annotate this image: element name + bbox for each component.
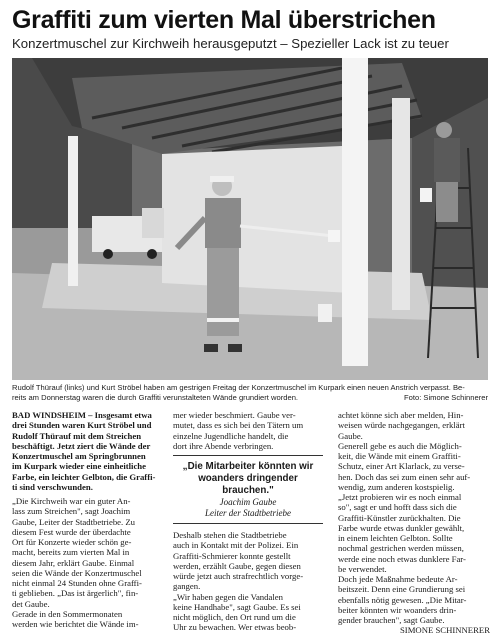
body-line: achtet könne sich aber melden, Hin- [338,410,464,420]
van-wheel-front [103,249,113,259]
body-line: gangen. [173,581,201,592]
column-3 [338,410,490,636]
body-line: det Gaube. [12,598,50,609]
photo-scene [12,58,488,380]
body-line: würde jetzt auch strafrechtlich vorge- [173,571,304,581]
column-2 [173,410,323,633]
body-line: Gaube. [338,430,363,441]
body-line: Graffiti-Schmierer konnte gestellt [173,550,291,561]
body-line: ebenfalls nötig gewesen. „Die Mitar- [338,594,467,605]
author-byline: SIMONE SCHINNERER [399,625,490,636]
body-line: nicht einmal 24 Stunden ohne Graffi- [12,578,142,588]
article-photo [12,58,488,380]
body-line: Deshalb stehen die Stadtbetriebe [173,530,287,540]
body-line: „Die Kirchweih war ein guter An- [12,496,131,506]
body-line: mutet, dass es sich bei den Tätern um [173,420,304,431]
lead-line: beschäftigt. Jetzt ziert die Wände der [12,440,151,451]
caption-line: reits am Donnerstag waren die durch Graffiti verunstalteten Wände grundiert worden. [12,393,299,402]
van-cab [142,208,164,238]
photo-credit: Foto: Simone Schinnerer [404,393,488,402]
body-line: werde eine noch etwas dunklere Far- [338,553,466,564]
column-front [342,58,368,366]
body-line: nochmal gestrichen werden müssen, [338,543,464,554]
body-line: Schutz, einer Art Klarlack, zu verse- [338,461,465,472]
body-line: seien die Wände der Konzertmuschel [12,567,142,578]
body-line: Generell gebe es auch die Möglich- [338,440,462,451]
column-left [68,136,78,286]
body-line: gender brauchen", sagt Gaube. [338,615,445,625]
body-line: dort ihre Abende verbringen. [173,440,274,451]
paint-bucket [318,304,332,322]
body-line: keine Handhabe", sagt Gaube. Es sei [173,601,301,612]
pull-quote-role: Leiter der Stadtbetriebe [205,508,291,518]
body-line: Gaube, Leiter der Stadtbetriebe. Zu [12,516,136,527]
lead-line: Rudolf Thürauf mit dem Streichen [12,430,142,441]
body-line: wendig, zum anderen kostspielig. [338,481,455,492]
lead-line: drei Stunden waren Kurt Ströbel und [12,420,152,431]
body-line: „Wir haben gegen die Vandalen [173,591,283,602]
lead-line: Farbe, ein leichter Gelbton, die Graffi- [12,471,156,482]
lead-line: Konzertmuschel am Springbrunnen [12,451,146,461]
pull-quote-author: Joachim Gaube [219,497,277,507]
headline: Graffiti zum vierten Mal überstrichen [12,6,436,34]
body-line: Farbe wurde etwas dunkler gewählt, [338,522,465,533]
back-wall [162,146,352,293]
body-line: diesem Fest wurde der überdachte [12,526,131,537]
pull-quote-text: „Die Mitarbeiter könnten wir [182,461,314,472]
body-line: ti geblieben. „Das ist ärgerlich", fin- [12,588,139,599]
body-line: nicht möglich, den Ort rund um die [173,612,296,622]
body-line: „Jetzt probieren wir es noch einmal [338,492,462,502]
body-line: diesem Jahr, erklärt Gaube. Einmal [12,557,135,568]
body-line: macht, bereits zum vierten Mal in [12,547,130,558]
body-line: beitszeit. Denn eine Grundierung sei [338,584,466,595]
photo-caption [12,383,488,403]
body-line: lass zum Streichen", sagt Joachim [12,506,131,517]
body-line: werden wie berichtet die Wände im- [12,619,139,629]
pull-quote [173,455,323,524]
body-line: Graffiti-Künstler zurückhalten. Die [338,512,461,523]
body-line: mer wieder beschmiert. Gaube ver- [173,410,296,420]
van-wheel-back [147,249,157,259]
body-line: Doch jede Maßnahme bedeute Ar- [338,574,458,584]
column-1 [12,410,162,629]
body-line: einzelne Jugendliche handelt, die [173,430,289,441]
body-line: so", sagt er und hofft dass sich die [338,502,457,513]
body-line: Ort für Konzerte wieder schön ge- [12,537,132,547]
body-line: keit, die Wände mit einem Graffiti- [338,451,461,461]
lead-line: im Kurpark wieder eine einheitliche [12,461,146,472]
body-line: weisen würde nachgegangen, erklärt [338,420,465,431]
body-line: Gerade in den Sommermonaten [12,608,123,619]
lead-line: BAD WINDSHEIM – Insgesamt etwa [12,410,152,420]
lead-line: ti sind verschwunden. [12,481,93,492]
column-right [392,98,410,310]
pull-quote-text: woanders dringender brauchen." [198,473,298,496]
body-line: auch in Kontakt mit der Polizei. Ein [173,540,299,551]
body-line: hen. Doch das sei zum einen sehr auf- [338,471,471,482]
body-line: werden, erzählt Gaube, gegen diesen [173,560,301,571]
caption-line: Rudolf Thürauf (links) und Kurt Ströbel haben am gestrigen Freitag der Konzertmuschel im Kurpark einen neuen Anstrich verpasst. Be- [12,383,465,392]
body-line: beiter könnten wir woanders drin- [338,604,457,615]
body-line: in einem leichten Gelbton. Sollte [338,533,453,543]
subheadline: Konzertmuschel zur Kirchweih herausgeputzt – Spezieller Lack ist zu teuer [12,36,449,51]
body-line: be verwendet. [338,563,387,574]
body-line: Uhr zu bewachen. Wer etwas beob- [173,622,297,633]
